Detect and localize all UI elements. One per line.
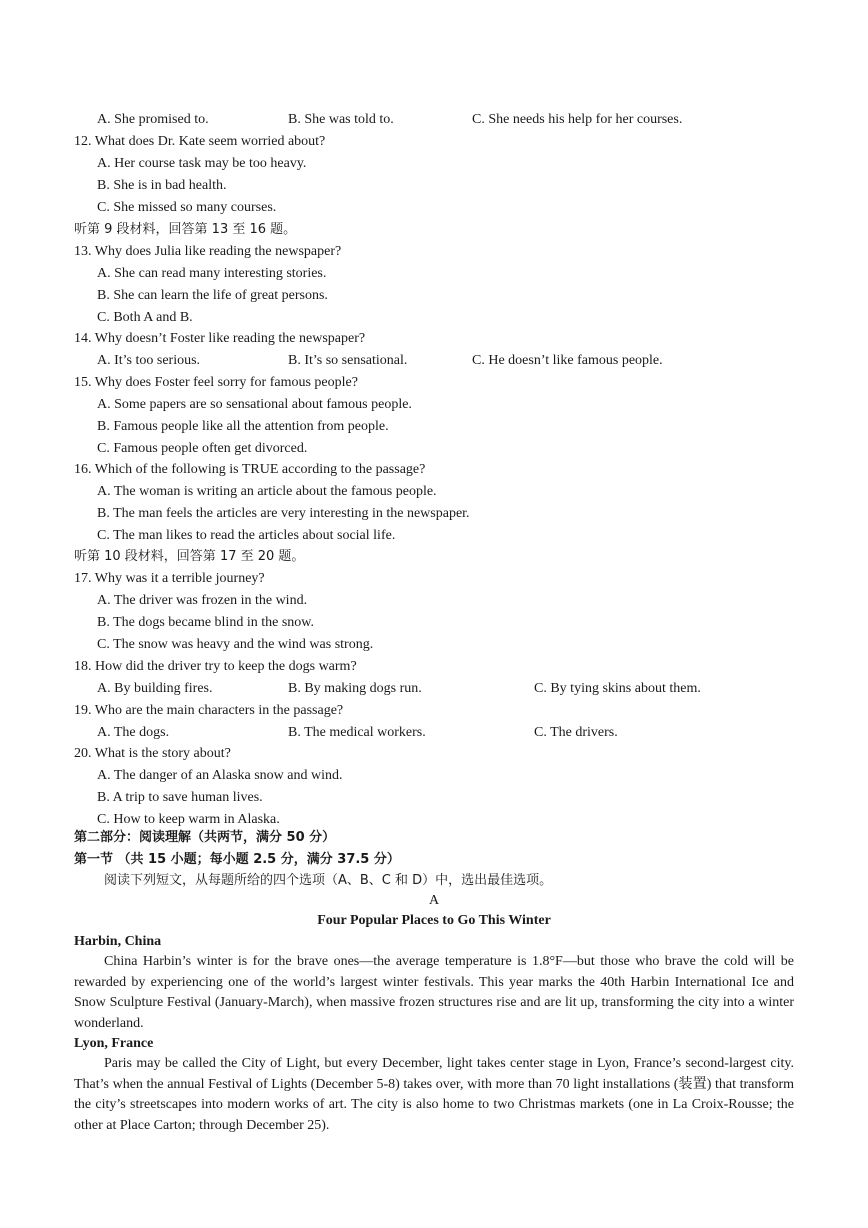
q11-options [97, 111, 683, 129]
q13-option-c: C. Both A and B. [97, 310, 193, 325]
lyon-paragraph: Paris may be called the City of Light, but every December, light takes center stage in Lyon, France’s second-largest city. That’s when the annual Festival of Lights (December 5-8) takes over, with more than 70 light installations (装置) that transform the city’s streetscapes into modern works of art. The city is also home to two Christmas markets (one in La Croix-Rousse; the other at Place Carton; through December 25). [74, 1056, 794, 1133]
q17-option-c: C. The snow was heavy and the wind was strong. [97, 637, 374, 652]
q13-stem: 13. Why does Julia like reading the newspaper? [74, 244, 342, 259]
q20-option-a: A. The danger of an Alaska snow and wind. [97, 768, 343, 783]
q12-option-a: A. Her course task may be too heavy. [97, 156, 307, 171]
q16-option-b: B. The man feels the articles are very interesting in the newspaper. [97, 506, 470, 521]
section-9-instruction: 听第 9 段材料，回答第 13 至 16 题。 [74, 222, 297, 237]
lyon-heading: Lyon, France [74, 1036, 154, 1051]
q20-option-b: B. A trip to save human lives. [97, 790, 263, 805]
section-one-heading: 第一节 （共 15 小题；每小题 2.5 分，满分 37.5 分） [74, 852, 400, 867]
q15-option-b: B. Famous people like all the attention from people. [97, 419, 389, 434]
q16-option-a: A. The woman is writing an article about the famous people. [97, 484, 437, 499]
q17-stem: 17. Why was it a terrible journey? [74, 571, 265, 586]
q12-stem: 12. What does Dr. Kate seem worried about? [74, 134, 326, 149]
q14-options [97, 352, 663, 370]
q17-option-a: A. The driver was frozen in the wind. [97, 593, 308, 608]
q15-option-c: C. Famous people often get divorced. [97, 441, 308, 456]
q14-stem: 14. Why doesn’t Foster like reading the newspaper? [74, 331, 366, 346]
q13-option-a: A. She can read many interesting stories. [97, 266, 327, 281]
q18-option-b: B. By making dogs run. [288, 681, 422, 696]
q19-option-a: A. The dogs. [97, 725, 170, 740]
reading-instruction: 阅读下列短文，从每题所给的四个选项（A、B、C 和 D）中，选出最佳选项。 [104, 873, 553, 888]
q18-options [97, 680, 701, 698]
passage-letter: A [428, 893, 440, 908]
q14-option-c: C. He doesn’t like famous people. [472, 353, 663, 368]
harbin-paragraph: China Harbin’s winter is for the brave ones—the average temperature is 1.8°F—but those who brave the cold will be rewarded by experiencing one of the world’s largest winter festivals. This year marks the 40th Harbin International Ice and Snow Sculpture Festival (January-March), when massive frozen structures rise and are lit up, transforming the city into a winter wonderland. [74, 954, 794, 1031]
q17-option-b: B. The dogs became blind in the snow. [97, 615, 314, 630]
q18-option-c: C. By tying skins about them. [534, 681, 701, 696]
part-two-heading: 第二部分：阅读理解（共两节，满分 50 分） [74, 830, 336, 845]
q11-option-a: A. She promised to. [97, 112, 209, 127]
q16-option-c: C. The man likes to read the articles about social life. [97, 528, 396, 543]
q19-option-b: B. The medical workers. [288, 725, 426, 740]
q15-stem: 15. Why does Foster feel sorry for famous people? [74, 375, 358, 390]
q12-option-c: C. She missed so many courses. [97, 200, 277, 215]
q20-stem: 20. What is the story about? [74, 746, 231, 761]
q14-option-a: A. It’s too serious. [97, 353, 201, 368]
q19-stem: 19. Who are the main characters in the passage? [74, 703, 344, 718]
passage-title: Four Popular Places to Go This Winter [317, 913, 551, 928]
q20-option-c: C. How to keep warm in Alaska. [97, 812, 280, 827]
q15-option-a: A. Some papers are so sensational about famous people. [97, 397, 412, 412]
q19-options [97, 724, 618, 742]
harbin-heading: Harbin, China [74, 934, 162, 949]
q16-stem: 16. Which of the following is TRUE according to the passage? [74, 462, 426, 477]
q19-option-c: C. The drivers. [534, 725, 618, 740]
q18-option-a: A. By building fires. [97, 681, 213, 696]
q11-option-c: C. She needs his help for her courses. [472, 112, 683, 127]
q11-option-b: B. She was told to. [288, 112, 394, 127]
q14-option-b: B. It’s so sensational. [288, 353, 408, 368]
q12-option-b: B. She is in bad health. [97, 178, 227, 193]
q18-stem: 18. How did the driver try to keep the dogs warm? [74, 659, 357, 674]
section-10-instruction: 听第 10 段材料，回答第 17 至 20 题。 [74, 549, 305, 564]
q13-option-b: B. She can learn the life of great persons. [97, 288, 328, 303]
